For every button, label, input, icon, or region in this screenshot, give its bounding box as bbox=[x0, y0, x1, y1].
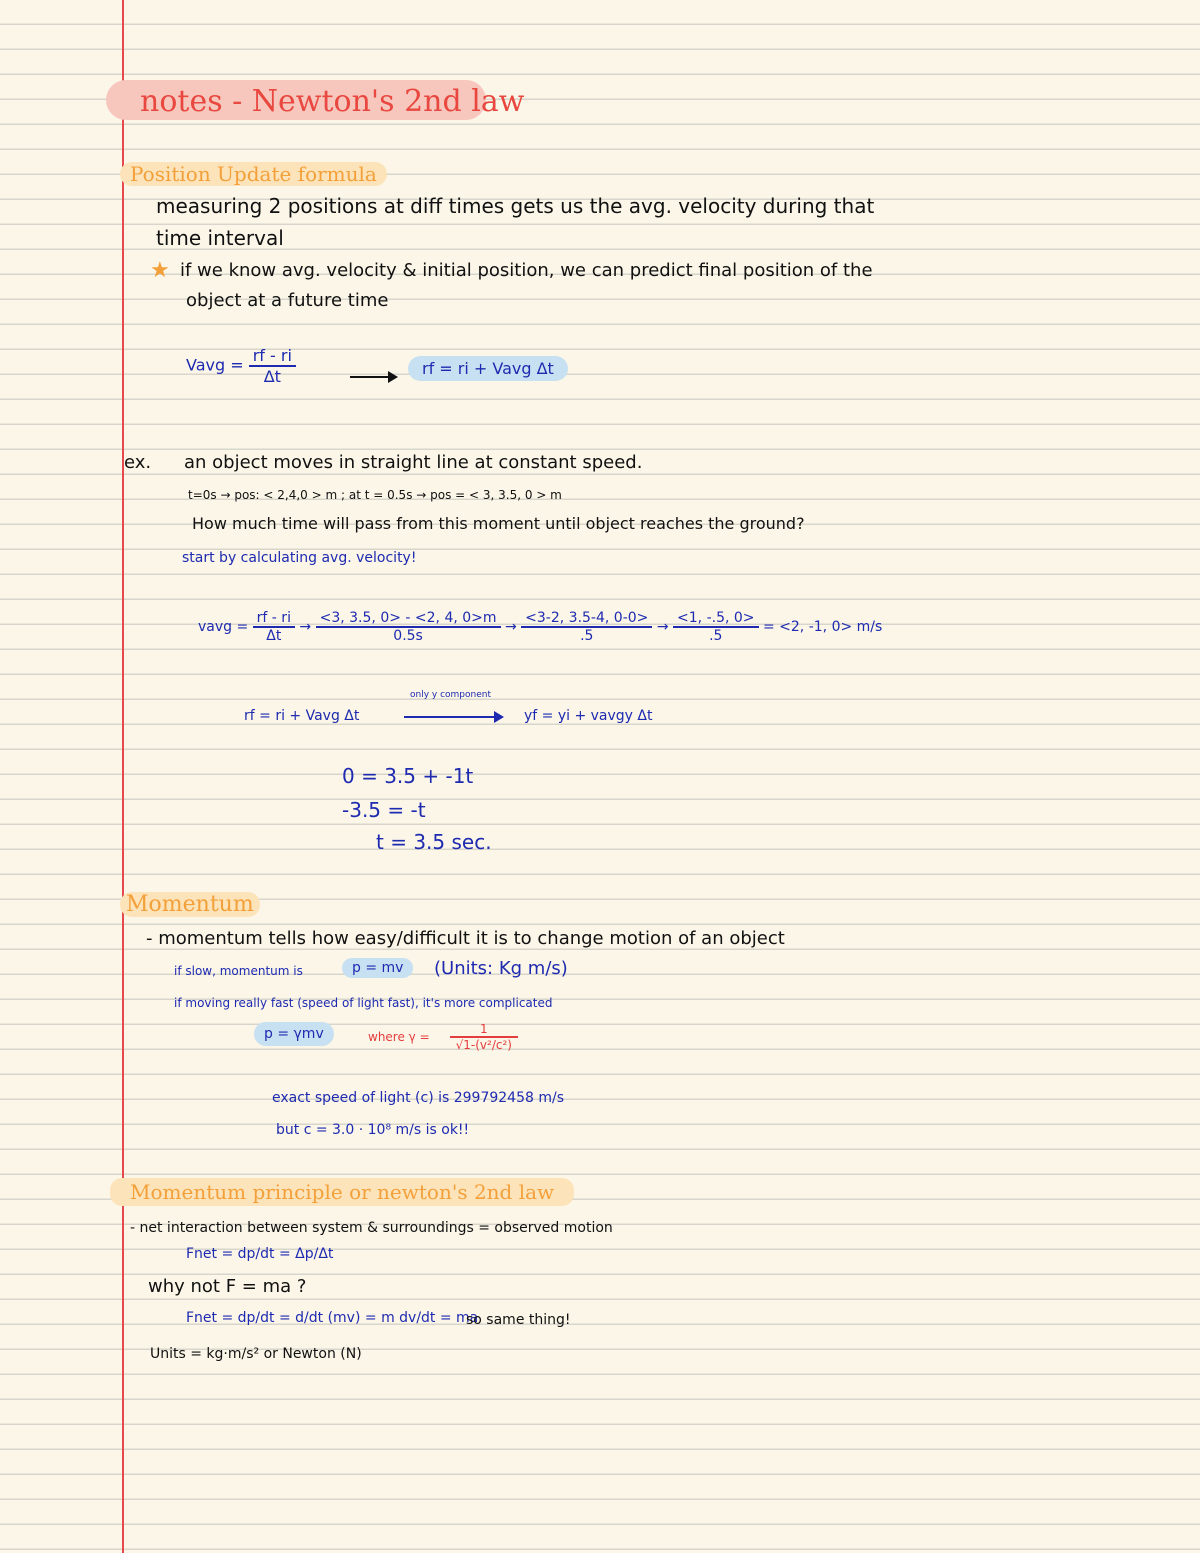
right-arrow-icon bbox=[404, 716, 502, 718]
section-heading-momentum-principle: Momentum principle or newton's 2nd law bbox=[110, 1178, 574, 1206]
text-line: How much time will pass from this moment until object reaches the ground? bbox=[192, 514, 805, 533]
text-line: measuring 2 positions at diff times gets us the avg. velocity during that bbox=[156, 194, 875, 218]
text-line: but c = 3.0 · 10⁸ m/s is ok!! bbox=[276, 1122, 470, 1138]
example-label: ex. bbox=[124, 452, 152, 473]
formula-update-y: yf = yi + vavgy Δt bbox=[524, 708, 653, 724]
text-line: if slow, momentum is bbox=[174, 964, 303, 978]
margin-line bbox=[122, 0, 124, 1553]
arrow-label: only y component bbox=[410, 690, 491, 700]
star-icon: ★ bbox=[150, 258, 170, 283]
text-line: so same thing! bbox=[466, 1312, 571, 1328]
units-text: (Units: Kg m/s) bbox=[434, 958, 568, 979]
gamma-label: where γ = bbox=[368, 1030, 430, 1044]
formula-relativistic-momentum: p = γmv bbox=[254, 1022, 334, 1046]
formula-vavg bbox=[186, 346, 296, 386]
formula-derivation: Fnet = dp/dt = d/dt (mv) = m dv/dt = ma bbox=[186, 1310, 479, 1326]
gamma-numerator: 1 bbox=[450, 1022, 518, 1038]
text-line: - momentum tells how easy/difficult it is to change motion of an object bbox=[146, 928, 785, 949]
section-heading-position-update: Position Update formula bbox=[120, 162, 387, 186]
calc-result: = <2, -1, 0> m/s bbox=[762, 619, 883, 635]
text-line: exact speed of light (c) is 299792458 m/s bbox=[272, 1090, 565, 1106]
formula-momentum: p = mv bbox=[342, 958, 413, 978]
formula-position-update: rf = ri + Vavg Δt bbox=[408, 356, 568, 381]
formula-lhs: Vavg = bbox=[186, 355, 244, 375]
formula-fnet: Fnet = dp/dt = Δp/Δt bbox=[186, 1246, 334, 1262]
formula-update-vector: rf = ri + Vavg Δt bbox=[244, 708, 360, 724]
text-line: why not F = ma ? bbox=[148, 1276, 307, 1297]
page-title: notes - Newton's 2nd law bbox=[140, 84, 525, 119]
solve-step: 0 = 3.5 + -1t bbox=[342, 764, 474, 788]
solve-step: -3.5 = -t bbox=[342, 798, 426, 822]
gamma-denominator: √1-(v²/c²) bbox=[455, 1038, 512, 1052]
calc-numerator: <3-2, 3.5-4, 0-0> bbox=[521, 610, 652, 628]
calc-numerator: rf - ri bbox=[253, 610, 295, 628]
calc-denominator: Δt bbox=[266, 628, 282, 644]
text-line: start by calculating avg. velocity! bbox=[182, 550, 417, 566]
right-arrow-icon: → bbox=[656, 619, 674, 635]
text-line: if moving really fast (speed of light fast), it's more complicated bbox=[174, 996, 553, 1010]
formula-denominator: Δt bbox=[263, 367, 281, 386]
right-arrow-icon: → bbox=[504, 619, 522, 635]
text-line: if we know avg. velocity & initial position, we can predict final position of the bbox=[180, 260, 873, 281]
calc-denominator: 0.5s bbox=[393, 628, 423, 644]
text-line: t=0s → pos: < 2,4,0 > m ; at t = 0.5s → pos = < 3, 3.5, 0 > m bbox=[188, 488, 562, 502]
calc-numerator: <1, -.5, 0> bbox=[673, 610, 759, 628]
text-line: an object moves in straight line at constant speed. bbox=[184, 452, 643, 473]
calc-denominator: .5 bbox=[580, 628, 594, 644]
right-arrow-icon bbox=[350, 376, 396, 378]
calc-denominator: .5 bbox=[709, 628, 723, 644]
text-line: time interval bbox=[156, 226, 284, 250]
calc-lhs: vavg = bbox=[198, 619, 249, 635]
calculation-vavg bbox=[198, 610, 882, 644]
text-line: object at a future time bbox=[186, 290, 389, 311]
right-arrow-icon: → bbox=[299, 619, 316, 635]
text-line: - net interaction between system & surroundings = observed motion bbox=[130, 1220, 613, 1236]
section-heading-momentum: Momentum bbox=[120, 892, 260, 917]
units-text: Units = kg·m/s² or Newton (N) bbox=[150, 1346, 362, 1362]
formula-numerator: rf - ri bbox=[249, 346, 296, 367]
solve-result: t = 3.5 sec. bbox=[376, 830, 492, 854]
gamma-fraction bbox=[450, 1022, 518, 1052]
calc-numerator: <3, 3.5, 0> - <2, 4, 0>m bbox=[316, 610, 501, 628]
